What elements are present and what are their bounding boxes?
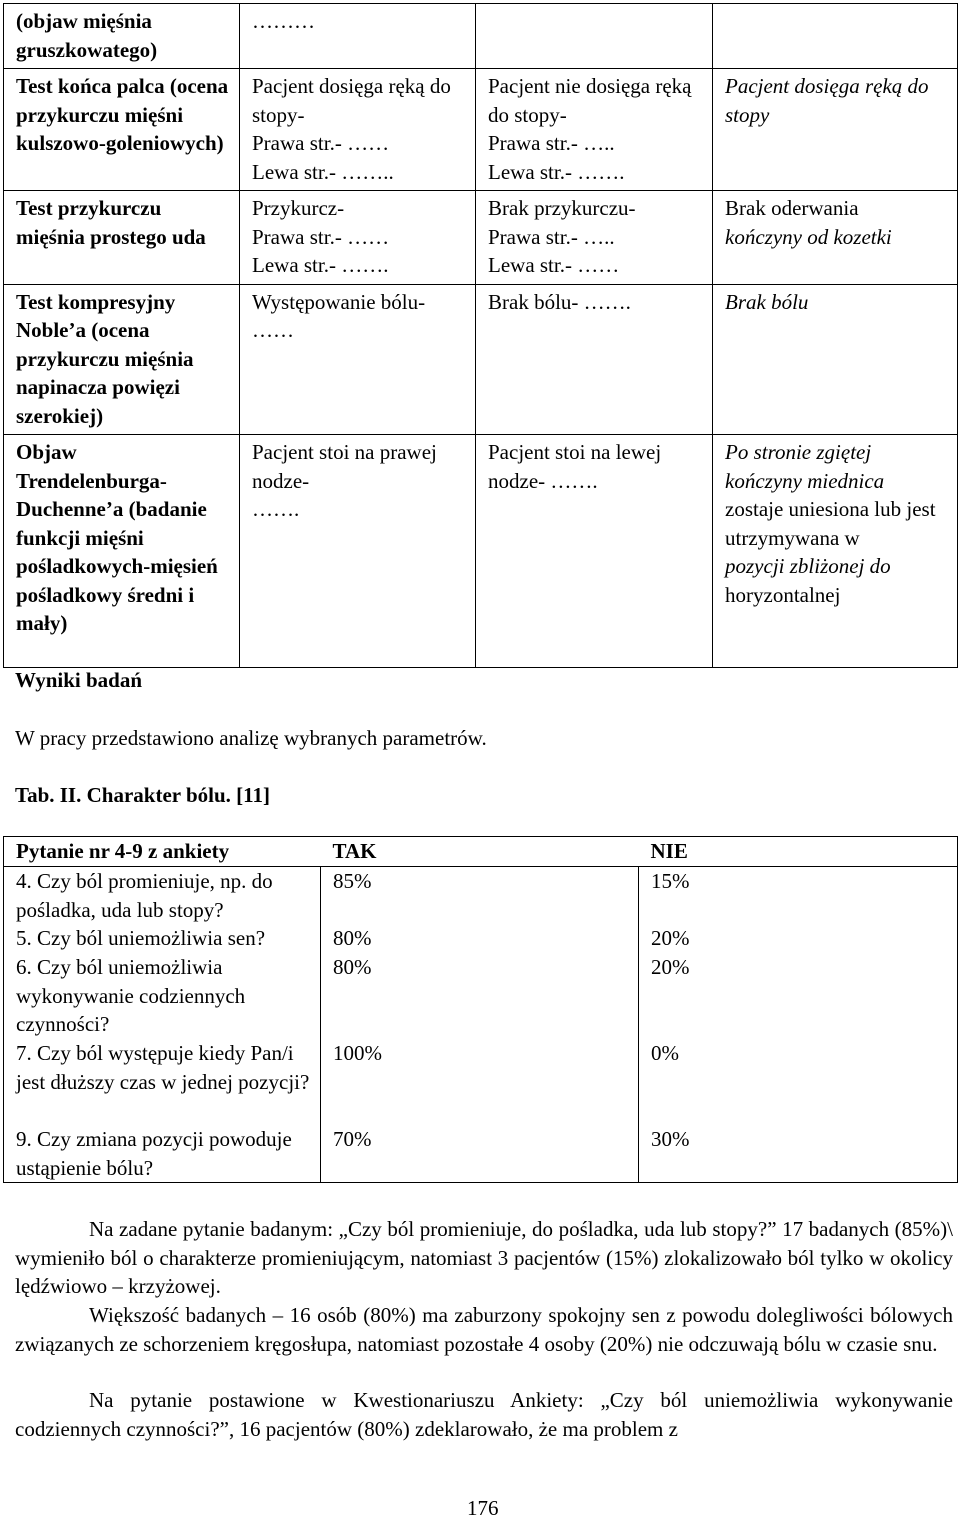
no-cell: 30%	[639, 1125, 958, 1183]
body-paragraph: Na zadane pytanie badanym: „Czy ból promieniuje, do pośladka, uda lub stopy?” 17 badanych (85%)\ wymieniło ból o charakterze promieniującym, natomiast 3 pacjentów (15%) zlokalizowało ból tylko w okolicy lędźwiowo – krzyżowej.	[15, 1217, 959, 1298]
question-cell: 5. Czy ból uniemożliwia sen?	[4, 924, 321, 953]
question-cell: 6. Czy ból uniemożliwia wykonywanie codziennych czynności?	[4, 953, 321, 1039]
norm-cell	[713, 4, 958, 69]
table-row	[4, 69, 958, 191]
result-right-cell: Pacjent dosięga ręką do stopy- Prawa str.- …… Lewa str.- ……..	[240, 69, 476, 191]
yes-cell: 85%	[321, 867, 639, 925]
norm-text: zostaje uniesiona lub jest utrzymywana w	[725, 497, 941, 550]
result-left-cell: Pacjent stoi na lewej nodze- …….	[476, 435, 713, 668]
table-row	[4, 924, 958, 953]
table-row	[4, 191, 958, 285]
table-caption: Tab. II. Charakter bólu. [11]	[15, 783, 270, 807]
pain-character-table	[3, 836, 958, 1183]
result-right-cell: Pacjent stoi na prawej nodze- …….	[240, 435, 476, 668]
column-header: NIE	[639, 837, 958, 867]
table-row	[4, 1039, 958, 1125]
result-left-cell: Brak bólu- …….	[476, 284, 713, 435]
column-header: TAK	[321, 837, 639, 867]
body-paragraph: Większość badanych – 16 osób (80%) ma zaburzony spokojny sen z powodu dolegliwości bólowych związanych ze schorzeniem kręgosłupa, natomiast pozostałe 4 osoby (20%) nie odczuwają bólu w czasie snu.	[15, 1303, 959, 1356]
test-name-cell: (objaw mięśnia gruszkowatego)	[4, 4, 240, 69]
table-header-row	[4, 837, 958, 867]
section-heading: Wyniki badań	[15, 668, 143, 692]
no-cell: 0%	[639, 1039, 958, 1125]
question-cell: 4. Czy ból promieniuje, np. do pośladka, uda lub stopy?	[4, 867, 321, 925]
result-right-cell: Występowanie bólu- ……	[240, 284, 476, 435]
test-name-cell: Objaw Trendelenburga-Duchenne’a (badanie funkcji mięśni pośladkowych-mięsień pośladkowy średni i mały)	[4, 435, 240, 668]
result-left-cell: Pacjent nie dosięga ręką do stopy- Prawa str.- ….. Lewa str.- …….	[476, 69, 713, 191]
test-name-cell: Test przykurczu mięśnia prostego uda	[4, 191, 240, 285]
result-left-cell	[476, 4, 713, 69]
yes-cell: 100%	[321, 1039, 639, 1125]
page-number: 176	[467, 1496, 499, 1520]
norm-cell: Brak bólu	[713, 284, 958, 435]
no-cell: 20%	[639, 953, 958, 1039]
norm-cell	[713, 191, 958, 285]
yes-cell: 80%	[321, 924, 639, 953]
body-paragraph: Na pytanie postawione w Kwestionariuszu Ankiety: „Czy ból uniemożliwia wykonywanie codziennych czynności?”, 16 pacjentów (80%) zdeklarowało, że ma problem z	[15, 1388, 959, 1441]
norm-cell	[713, 435, 958, 668]
norm-text: horyzontalnej	[725, 582, 841, 607]
intro-text: W pracy przedstawiono analizę wybranych parametrów.	[15, 726, 487, 750]
test-name-cell: Test końca palca (ocena przykurczu mięśni kulszowo-goleniowych)	[4, 69, 240, 191]
column-header: Pytanie nr 4-9 z ankiety	[4, 837, 321, 867]
norm-text-italic: kończyny od kozetki	[725, 224, 892, 249]
question-cell: 9. Czy zmiana pozycji powoduje ustąpienie bólu?	[4, 1125, 321, 1183]
table-row	[4, 867, 958, 925]
no-cell: 20%	[639, 924, 958, 953]
table-row	[4, 435, 958, 668]
result-right-cell: ………	[240, 4, 476, 69]
assessment-table	[3, 3, 958, 668]
table-row	[4, 1125, 958, 1183]
no-cell: 15%	[639, 867, 958, 925]
norm-text: Brak oderwania	[725, 196, 859, 220]
yes-cell: 70%	[321, 1125, 639, 1183]
table-row	[4, 284, 958, 435]
yes-cell: 80%	[321, 953, 639, 1039]
result-right-cell: Przykurcz- Prawa str.- …… Lewa str.- …….	[240, 191, 476, 285]
test-name-cell: Test kompresyjny Noble’a (ocena przykurczu mięśnia napinacza powięzi szerokiej)	[4, 284, 240, 435]
norm-text-italic: Po stronie zgiętej kończyny miednica	[725, 440, 885, 493]
table-row	[4, 4, 958, 69]
norm-text-italic: pozycji zbliżonej do	[725, 554, 891, 578]
result-left-cell: Brak przykurczu- Prawa str.- ….. Lewa str.- ……	[476, 191, 713, 285]
norm-cell: Pacjent dosięga ręką do stopy	[713, 69, 958, 191]
table-row	[4, 953, 958, 1039]
question-cell: 7. Czy ból występuje kiedy Pan/i jest dłuższy czas w jednej pozycji?	[4, 1039, 321, 1125]
